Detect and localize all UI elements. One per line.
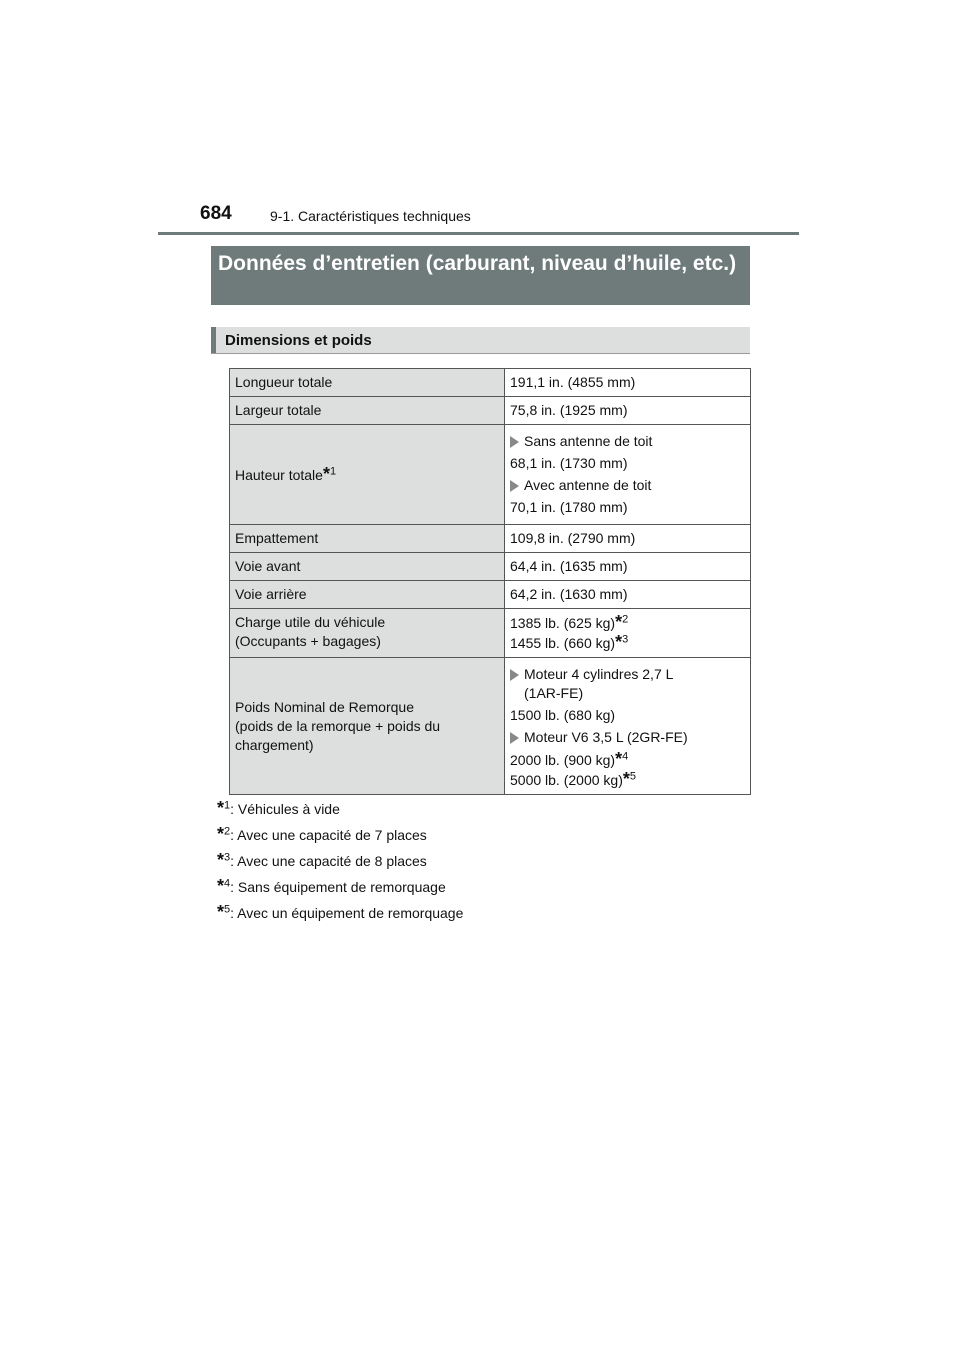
footnote-mark: 1	[224, 799, 231, 812]
option-text: Moteur 4 cylindres 2,7 L (1AR-FE)	[524, 666, 673, 701]
row-label: Empattement	[230, 525, 505, 553]
option-value: 70,1 in. (1780 mm)	[510, 499, 628, 515]
asterisk-icon: *	[217, 850, 225, 870]
asterisk-icon: *	[322, 463, 330, 484]
row-label	[230, 425, 505, 525]
option-value: 1500 lb. (680 kg)	[510, 707, 616, 723]
sub-title-bar	[211, 327, 216, 353]
table-row	[230, 369, 751, 397]
specs-table	[229, 368, 751, 795]
row-value	[505, 425, 751, 525]
triangle-arrow-icon	[510, 436, 519, 448]
row-label	[230, 658, 505, 795]
asterisk-icon: *	[217, 876, 225, 896]
asterisk-icon: *	[615, 749, 623, 769]
list-item	[510, 728, 745, 747]
row-label	[230, 609, 505, 658]
table-row	[230, 425, 751, 525]
row-value: 75,8 in. (1925 mm)	[505, 397, 751, 425]
asterisk-icon: *	[217, 824, 225, 844]
footnote-text: : Avec un équipement de remorquage	[230, 905, 464, 921]
row-value: 64,2 in. (1630 mm)	[505, 581, 751, 609]
list-item	[510, 432, 745, 451]
option-value: 68,1 in. (1730 mm)	[510, 455, 628, 471]
footnote	[217, 873, 463, 899]
footnote-mark: 5	[224, 903, 231, 916]
row-value	[505, 609, 751, 658]
table-row	[230, 609, 751, 658]
footnote-text: : Sans équipement de remorquage	[230, 879, 446, 895]
footnote-text: : Avec une capacité de 8 places	[230, 853, 427, 869]
list-item	[510, 665, 745, 703]
triangle-arrow-icon	[510, 669, 519, 681]
sub-title: Dimensions et poids	[225, 332, 372, 349]
list-item	[510, 476, 745, 495]
footnote-mark: 3	[622, 633, 629, 646]
footnotes	[217, 795, 463, 925]
asterisk-icon: *	[622, 769, 630, 789]
footnote	[217, 795, 463, 821]
footnote-mark: 1	[329, 464, 337, 477]
option-text: Moteur V6 3,5 L (2GR-FE)	[524, 729, 688, 745]
triangle-arrow-icon	[510, 732, 519, 744]
footnote-mark: 2	[224, 825, 231, 838]
page-number: 684	[200, 203, 232, 224]
row-value	[505, 658, 751, 795]
table-row	[230, 553, 751, 581]
footnote-mark: 3	[224, 851, 231, 864]
table-row	[230, 525, 751, 553]
footnote-mark: 2	[622, 613, 629, 626]
row-value: 64,4 in. (1635 mm)	[505, 553, 751, 581]
footnote-mark: 4	[622, 750, 629, 763]
asterisk-icon: *	[615, 612, 623, 632]
asterisk-icon: *	[217, 798, 225, 818]
footnote	[217, 899, 463, 925]
table-row	[230, 658, 751, 795]
row-value: 191,1 in. (4855 mm)	[505, 369, 751, 397]
footnote-mark: 4	[224, 877, 231, 890]
label-line: Poids Nominal de Remorque	[235, 698, 414, 715]
footnote-mark: 5	[629, 770, 636, 783]
value-line: 1385 lb. (625 kg)*$^2$	[510, 612, 629, 632]
asterisk-icon: *	[217, 902, 225, 922]
header-rule	[158, 232, 799, 235]
sub-title-banner	[211, 327, 750, 354]
footnote	[217, 847, 463, 873]
option-value: 5000 lb. (2000 kg)*$^5$	[510, 769, 636, 789]
label-line: (Occupants + bagages)	[235, 633, 381, 649]
row-label: Largeur totale	[230, 397, 505, 425]
hauteur-label: Hauteur totale	[235, 466, 323, 483]
section-title: 9-1. Caractéristiques techniques	[270, 208, 471, 224]
row-label: Voie arrière	[230, 581, 505, 609]
asterisk-icon: *	[615, 632, 623, 652]
row-value: 109,8 in. (2790 mm)	[505, 525, 751, 553]
footnote-text: : Avec une capacité de 7 places	[230, 827, 427, 843]
option-text: Avec antenne de toit	[524, 477, 652, 493]
option-value: 2000 lb. (900 kg)*$^4$	[510, 749, 629, 769]
table-row	[230, 581, 751, 609]
main-title: Données d’entretien (carburant, niveau d’huile, etc.)	[211, 246, 750, 305]
footnote-text: : Véhicules à vide	[230, 801, 340, 817]
label-line: Charge utile du véhicule	[235, 614, 386, 630]
triangle-arrow-icon	[510, 480, 519, 492]
label-line: (poids de la remorque + poids du	[235, 717, 441, 734]
option-text: Sans antenne de toit	[524, 433, 653, 449]
value-line: 1455 lb. (660 kg)*$^3$	[510, 632, 629, 652]
label-line: chargement)	[235, 736, 314, 753]
table-row	[230, 397, 751, 425]
footnote	[217, 821, 463, 847]
row-label: Longueur totale	[230, 369, 505, 397]
row-label: Voie avant	[230, 553, 505, 581]
